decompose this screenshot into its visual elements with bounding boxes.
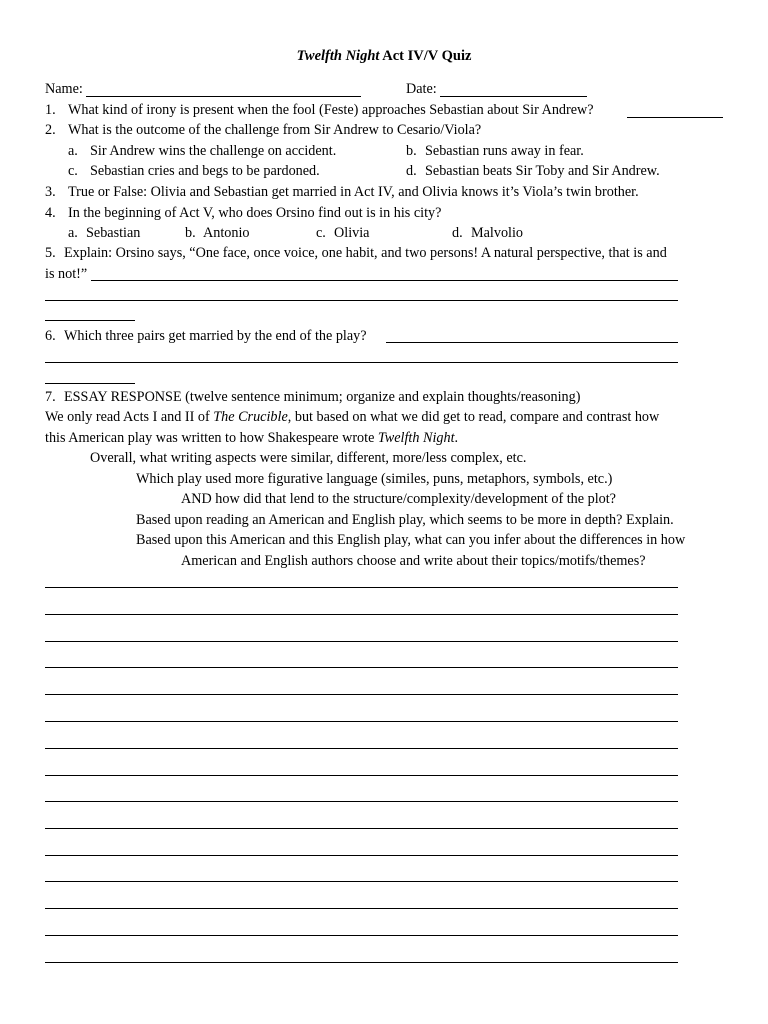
essay-line[interactable] — [45, 748, 678, 749]
q3-text: True or False: Olivia and Sebastian get married in Act IV, and Olivia knows it’s Viola’s twin brother. — [68, 184, 639, 200]
q7-prompt: Overall, what writing aspects were similar, different, more/less complex, etc. — [90, 450, 527, 466]
essay-line[interactable] — [45, 614, 678, 615]
q4-option-c-letter[interactable]: c. — [316, 225, 326, 241]
q4-option-d-text[interactable]: Malvolio — [471, 225, 524, 241]
q6-answer-line[interactable] — [45, 362, 678, 363]
q7-intro-title-twelfth-night: Twelfth Night — [377, 430, 455, 446]
q7-number: 7. — [45, 389, 56, 405]
essay-line[interactable] — [45, 721, 678, 722]
title-play: Twelfth Night — [296, 48, 380, 64]
q2-option-b-letter[interactable]: b. — [406, 143, 417, 159]
title-rest: Act IV/V Quiz — [379, 48, 472, 64]
q7-intro-d: . — [454, 430, 459, 446]
date-blank[interactable] — [440, 96, 587, 97]
name-label: Name: — [45, 81, 83, 97]
q4-option-a-text[interactable]: Sebastian — [86, 225, 141, 241]
q5-text-line2: is not!” — [45, 266, 88, 282]
q2-option-a-letter[interactable]: a. — [68, 143, 78, 159]
name-blank[interactable] — [86, 96, 361, 97]
essay-line[interactable] — [45, 881, 678, 882]
q7-prompt: AND how did that lend to the structure/complexity/development of the plot? — [181, 491, 616, 507]
essay-line[interactable] — [45, 828, 678, 829]
page-title — [0, 48, 768, 64]
q2-option-d-letter[interactable]: d. — [406, 163, 417, 179]
essay-line[interactable] — [45, 801, 678, 802]
q1-answer-blank[interactable] — [627, 117, 723, 118]
q5-answer-line[interactable] — [91, 280, 678, 281]
q6-text: Which three pairs get married by the end of the play? — [64, 328, 367, 344]
essay-line[interactable] — [45, 908, 678, 909]
q7-intro-b: , but based on what we did get to read, compare and contrast how — [287, 409, 660, 425]
q2-option-c-letter[interactable]: c. — [68, 163, 78, 179]
essay-line[interactable] — [45, 935, 678, 936]
q4-text: In the beginning of Act V, who does Orsino find out is in his city? — [68, 205, 442, 221]
q5-answer-line[interactable] — [45, 320, 135, 321]
q1-text: What kind of irony is present when the fool (Feste) approaches Sebastian about Sir Andrew? — [68, 102, 594, 118]
q2-number: 2. — [45, 122, 56, 138]
q7-heading: ESSAY RESPONSE (twelve sentence minimum; organize and explain thoughts/reasoning) — [64, 389, 581, 405]
essay-line[interactable] — [45, 962, 678, 963]
q2-option-b-text[interactable]: Sebastian runs away in fear. — [425, 143, 584, 159]
q4-number: 4. — [45, 205, 56, 221]
q7-prompt: Which play used more figurative language (similes, puns, metaphors, symbols, etc.) — [136, 471, 613, 487]
q3-number: 3. — [45, 184, 56, 200]
q4-option-c-text[interactable]: Olivia — [334, 225, 370, 241]
q4-option-d-letter[interactable]: d. — [452, 225, 463, 241]
q7-intro-a: We only read Acts I and II of — [45, 409, 214, 425]
q6-answer-line[interactable] — [386, 342, 678, 343]
q7-intro-title-crucible: The Crucible — [213, 409, 288, 425]
essay-line[interactable] — [45, 694, 678, 695]
q7-prompt: American and English authors choose and write about their topics/motifs/themes? — [181, 553, 646, 569]
date-label: Date: — [406, 81, 437, 97]
q7-intro-line2 — [45, 430, 458, 446]
q7-prompt: Based upon this American and this English play, what can you infer about the differences in how — [136, 532, 686, 548]
q4-option-b-text[interactable]: Antonio — [203, 225, 250, 241]
essay-line[interactable] — [45, 587, 678, 588]
essay-line[interactable] — [45, 855, 678, 856]
q4-option-a-letter[interactable]: a. — [68, 225, 78, 241]
q5-text-line1: Explain: Orsino says, “One face, once voice, one habit, and two persons! A natural perspective, that is and — [64, 245, 667, 261]
q1-number: 1. — [45, 102, 56, 118]
q5-number: 5. — [45, 245, 56, 261]
q2-option-a-text[interactable]: Sir Andrew wins the challenge on accident. — [90, 143, 337, 159]
q7-intro-c: this American play was written to how Shakespeare wrote — [45, 430, 378, 446]
essay-line[interactable] — [45, 775, 678, 776]
q2-text: What is the outcome of the challenge from Sir Andrew to Cesario/Viola? — [68, 122, 482, 138]
essay-line[interactable] — [45, 667, 678, 668]
q2-option-c-text[interactable]: Sebastian cries and begs to be pardoned. — [90, 163, 320, 179]
q2-option-d-text[interactable]: Sebastian beats Sir Toby and Sir Andrew. — [425, 163, 660, 179]
essay-line[interactable] — [45, 641, 678, 642]
q6-number: 6. — [45, 328, 56, 344]
q7-intro-line1 — [45, 409, 659, 425]
q4-option-b-letter[interactable]: b. — [185, 225, 196, 241]
q5-answer-line[interactable] — [45, 300, 678, 301]
q6-answer-line[interactable] — [45, 383, 135, 384]
q7-prompt: Based upon reading an American and English play, which seems to be more in depth? Explain. — [136, 512, 674, 528]
